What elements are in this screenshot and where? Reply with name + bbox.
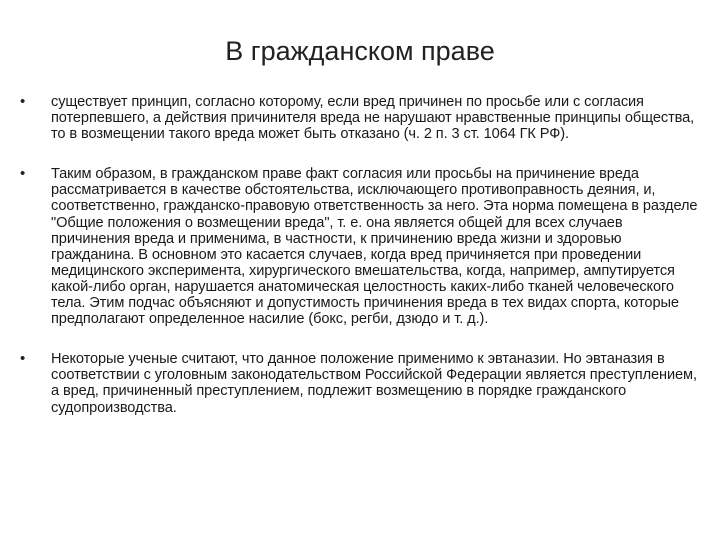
bullet-marker: • xyxy=(20,165,26,183)
bullet-item xyxy=(20,166,700,327)
bullet-text: Таким образом, в гражданском праве факт согласия или просьбы на причинение вреда рассматривается в качестве обстоятельства, исключающего противоправность деяния, и, соответственно, гражданско-правовую ответственность за него. Эта норма помещена в разделе "Общие положения о возмещении вреда", т. е. она является общей для всех случаев причинения вреда и применима, в частности, к причинению вреда жизни и здоровью гражданина. В основном это касается случаев, когда вред причиняется при проведении медицинского эксперимента, хирургического вмешательства, когда, например, ампутируется какой-либо орган, нарушается анатомическая целостность каких-либо тканей человеческого тела. Этим подчас объясняют и допустимость причинения вреда в тех видах спорта, которые предполагают определенное насилие (бокс, регби, дзюдо и т. д.). xyxy=(51,166,698,328)
bullet-text: существует принцип, согласно которому, если вред причинен по просьбе или с согласия потерпевшего, а действия причинителя вреда не нарушают нравственные принципы общества, то в возмещении такого вреда может быть отказано (ч. 2 п. 3 ст. 1064 ГК РФ). xyxy=(51,94,695,143)
bullet-list xyxy=(20,94,700,440)
bullet-marker: • xyxy=(20,93,26,110)
bullet-text: Некоторые ученые считают, что данное положение применимо к эвтаназии. Но эвтаназия в соответствии с уголовным законодательством Российской Федерации является преступлением, а вред, причиненный преступлением, подлежит возмещению в порядке гражданского судопроизводства. xyxy=(51,351,697,416)
bullet-item xyxy=(20,94,700,142)
bullet-item xyxy=(20,351,700,415)
bullet-marker: • xyxy=(20,350,26,368)
slide-title: В гражданском праве xyxy=(225,36,495,66)
